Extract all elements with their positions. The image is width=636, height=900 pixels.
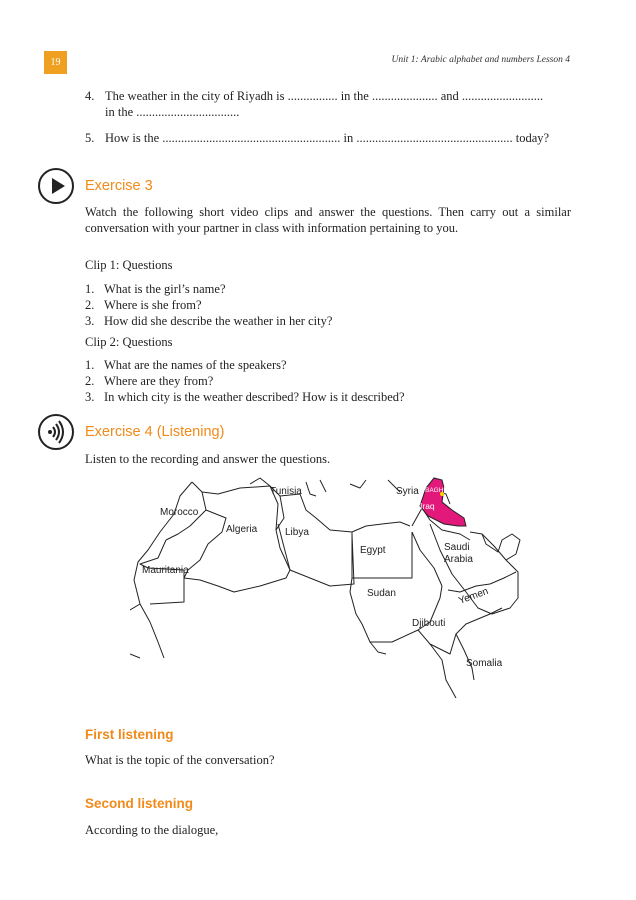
label-arabia: Arabia bbox=[444, 554, 473, 565]
second-listening-question: According to the dialogue, bbox=[85, 823, 219, 837]
map-border-algeria bbox=[184, 486, 290, 592]
clip-2-heading: Clip 2: Questions bbox=[85, 335, 173, 349]
question-5 bbox=[85, 130, 571, 146]
exercise-3-title: Exercise 3 bbox=[85, 178, 153, 194]
map-border-libya bbox=[276, 496, 354, 586]
list-item: 3. In which city is the weather described? How is it described? bbox=[85, 390, 405, 404]
map-border-sudan bbox=[350, 578, 442, 642]
map-border-somalia bbox=[430, 644, 456, 698]
question-4 bbox=[85, 88, 571, 120]
list-item: 3. How did she describe the weather in her city? bbox=[85, 314, 333, 328]
play-icon[interactable] bbox=[38, 168, 74, 204]
label-saudi: Saudi bbox=[444, 542, 470, 553]
question-text: How is the ......................................................... in .................................................. today? bbox=[105, 131, 550, 145]
label-morocco: Morocco bbox=[160, 507, 199, 518]
running-header: Unit 1: Arabic alphabet and numbers Lesson 4 bbox=[391, 55, 570, 65]
label-iraq: Iraq bbox=[420, 501, 435, 511]
question-text: The weather in the city of Riyadh is ................ in the ..................... and .......................... bbox=[105, 89, 544, 103]
list-item: 2. Where are they from? bbox=[85, 374, 214, 388]
second-listening-heading: Second listening bbox=[85, 796, 194, 811]
question-text-continued: in the ................................. bbox=[105, 105, 240, 119]
label-yemen: Yemen bbox=[457, 585, 490, 607]
clip-1-questions bbox=[85, 281, 332, 329]
question-number: 5. bbox=[85, 131, 95, 145]
first-listening-question: What is the topic of the conversation? bbox=[85, 753, 275, 767]
clip-2-questions bbox=[85, 357, 405, 405]
label-tunisia: Tunisia bbox=[270, 486, 302, 497]
play-triangle-icon bbox=[40, 170, 72, 202]
list-item: 2. Where is she from? bbox=[85, 298, 202, 312]
first-listening-heading: First listening bbox=[85, 727, 174, 742]
label-djibouti: Djibouti bbox=[412, 618, 446, 629]
sound-waves-icon bbox=[40, 416, 72, 448]
label-mauritania: Mauritania bbox=[142, 565, 189, 576]
map-border-djibouti bbox=[418, 608, 502, 654]
map-border-algeria-west bbox=[184, 510, 226, 578]
exercise-4-instructions: Listen to the recording and answer the questions. bbox=[85, 452, 331, 466]
label-syria: Syria bbox=[396, 486, 419, 497]
exercise-3-instructions: Watch the following short video clips and answer the questions. Then carry out a similar conversation with your partner in class with information pertaining to you. bbox=[85, 205, 571, 235]
label-libya: Libya bbox=[285, 527, 309, 538]
arab-world-map bbox=[130, 474, 530, 704]
label-somalia: Somalia bbox=[466, 658, 503, 669]
list-item: 1. What are the names of the speakers? bbox=[85, 358, 287, 372]
label-sudan: Sudan bbox=[367, 588, 396, 599]
page-number: 19 bbox=[44, 51, 67, 74]
label-algeria: Algeria bbox=[226, 524, 258, 535]
label-egypt: Egypt bbox=[360, 545, 386, 556]
question-number: 4. bbox=[85, 89, 95, 103]
label-baghdad: BAGHDAD bbox=[425, 487, 458, 494]
exercise-4-title: Exercise 4 (Listening) bbox=[85, 424, 225, 440]
clip-1-heading: Clip 1: Questions bbox=[85, 258, 173, 272]
audio-icon[interactable] bbox=[38, 414, 74, 450]
list-item: 1. What is the girl’s name? bbox=[85, 282, 226, 296]
